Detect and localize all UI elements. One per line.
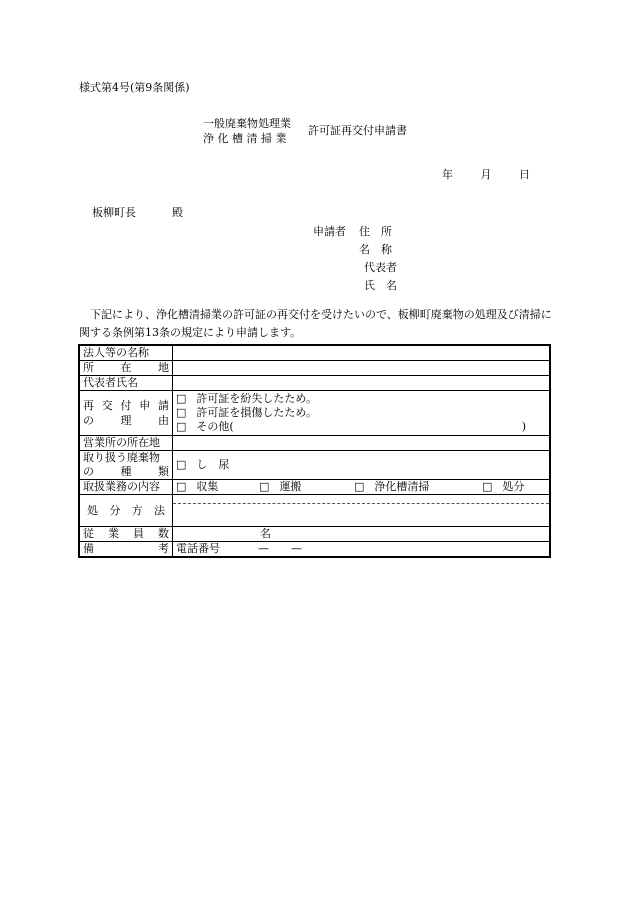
label-char: の: [83, 465, 94, 478]
field-rep-name[interactable]: [173, 376, 551, 391]
label-char: の: [83, 413, 94, 427]
label-corp-name: 法人等の名称: [79, 345, 173, 361]
title-line-2: 浄 化 槽 清 掃 業: [203, 132, 287, 145]
phone-label: 電話番号: [176, 542, 220, 555]
field-location[interactable]: [173, 361, 551, 376]
label-char: 数: [158, 527, 169, 540]
field-staff[interactable]: [173, 527, 551, 542]
label-char: 業: [108, 527, 119, 540]
applicant-person: 氏 名: [364, 279, 397, 292]
label-char: 考: [158, 542, 169, 555]
label-char: 再: [83, 398, 94, 412]
row-office: [79, 436, 550, 451]
label-char: 交: [101, 398, 113, 412]
label-char: 申: [139, 398, 151, 412]
field-reason: [173, 391, 551, 436]
checkbox-icon[interactable]: □: [176, 420, 187, 433]
row-location: [79, 361, 550, 376]
checkbox-icon[interactable]: □: [354, 480, 365, 493]
waste-item-text: し 尿: [196, 458, 230, 471]
applicant-name: 名 称: [359, 243, 392, 256]
title-category: [203, 116, 291, 146]
label-char: 種: [120, 465, 132, 478]
checkbox-icon[interactable]: □: [176, 458, 187, 471]
label-char: 付: [120, 398, 132, 412]
business-option-cleaning[interactable]: [354, 480, 482, 494]
row-disposal: [79, 495, 550, 527]
reason-option-other[interactable]: [176, 420, 546, 434]
label-char: 在: [120, 361, 132, 374]
label-char: 処: [87, 503, 98, 517]
label-rep-name: 代表者氏名: [79, 376, 173, 391]
field-business: [173, 480, 551, 495]
applicant-label: 申請者: [313, 225, 346, 238]
field-disposal[interactable]: [173, 495, 551, 527]
label-char: 員: [133, 527, 144, 540]
date-month: 月: [480, 168, 492, 181]
reason-close-paren: ): [521, 420, 526, 433]
label-char: 請: [158, 398, 169, 412]
reason-text: その他(: [196, 420, 234, 433]
label-reason: [79, 391, 173, 436]
row-staff: [79, 527, 550, 542]
label-char: 方: [131, 503, 143, 517]
body-text: 下記により、浄化槽清掃業の許可証の再交付を受けたいので、板柳町廃棄物の処理及び清掃に関する条例第13条の規定により申請します。: [79, 308, 552, 339]
label-location: [79, 361, 173, 376]
label-staff: [79, 527, 173, 542]
business-option-disposal[interactable]: [482, 480, 524, 494]
checkbox-icon[interactable]: □: [176, 480, 187, 493]
title-line-1: 一般廃棄物処理業: [203, 117, 291, 130]
staff-unit: 名: [260, 527, 271, 540]
label-char: 理: [120, 413, 132, 427]
field-corp-name[interactable]: [173, 345, 551, 361]
checkbox-icon[interactable]: □: [176, 392, 187, 405]
label-business: 取扱業務の内容: [79, 480, 173, 495]
business-text: 浄化槽清掃: [374, 480, 430, 493]
business-text: 収集: [196, 480, 219, 493]
page-title: 許可証再交付申請書: [308, 124, 407, 137]
reason-option-lost[interactable]: [176, 392, 546, 406]
field-remarks[interactable]: [173, 542, 551, 558]
label-char: 由: [158, 413, 169, 427]
row-business: [79, 480, 550, 495]
label-char: 法: [153, 503, 165, 517]
reason-text: 許可証を紛失したため。: [196, 392, 317, 405]
phone-separator: — —: [258, 542, 302, 555]
label-waste: [79, 451, 173, 480]
label-char: 地: [158, 361, 169, 374]
applicant-rep: 代表者: [364, 261, 397, 274]
field-office[interactable]: [173, 436, 551, 451]
row-corp-name: [79, 345, 550, 361]
addressee-name: 板柳町長: [92, 206, 136, 219]
addressee: [92, 206, 183, 220]
checkbox-icon[interactable]: □: [259, 480, 270, 493]
label-char: 類: [158, 465, 169, 478]
date-year: 年: [442, 168, 453, 181]
application-table: [78, 344, 551, 558]
business-option-collect[interactable]: [176, 480, 259, 494]
checkbox-icon[interactable]: □: [176, 406, 187, 419]
business-option-transport[interactable]: [259, 480, 354, 494]
checkbox-icon[interactable]: □: [482, 480, 493, 493]
business-text: 運搬: [279, 480, 302, 493]
business-text: 処分: [502, 480, 525, 493]
row-waste: [79, 451, 550, 480]
row-rep-name: [79, 376, 550, 391]
applicant-address: 住 所: [359, 225, 392, 238]
label-disposal: [79, 495, 173, 527]
label-char: 備: [83, 542, 94, 555]
row-remarks: [79, 542, 550, 558]
label-char: 分: [109, 503, 121, 517]
date-row: [442, 168, 554, 182]
label-char: 所: [83, 361, 94, 374]
label-waste-line1: 取り扱う廃棄物: [83, 451, 160, 464]
row-reason: [79, 391, 550, 436]
label-office: 営業所の所在地: [79, 436, 173, 451]
reason-text: 許可証を損傷したため。: [196, 406, 317, 419]
label-remarks: [79, 542, 173, 558]
form-number: 様式第4号(第9条関係): [79, 81, 190, 94]
date-day: 日: [519, 168, 530, 181]
label-char: 従: [83, 527, 94, 540]
field-waste[interactable]: [173, 451, 551, 480]
dashed-divider: [173, 503, 549, 514]
addressee-honorific: 殿: [172, 206, 183, 219]
reason-option-damaged[interactable]: [176, 406, 546, 420]
applicant-block: [313, 223, 433, 295]
